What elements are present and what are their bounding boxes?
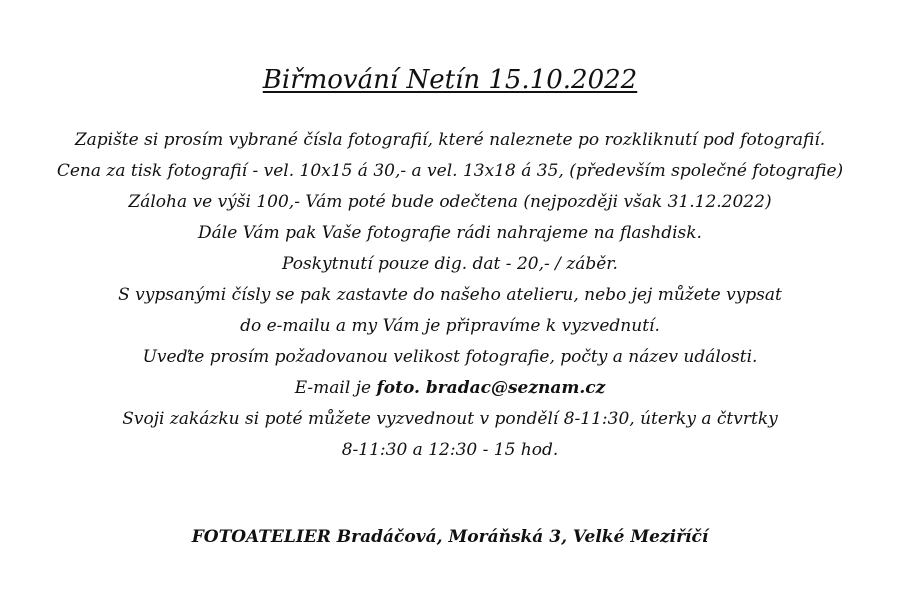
pickup-line-days: Svoji zakázku si poté můžete vyzvednout v pondělí 8-11:30, úterky a čtvrtky xyxy=(122,409,778,429)
info-line-print-price: Cena za tisk fotografií - vel. 10x15 á 30,- a vel. 13x18 á 35, (především společné fotografie) xyxy=(56,161,844,181)
info-line-digital-data: Poskytnutí pouze dig. dat - 20,- / záběr. xyxy=(282,254,618,274)
email-prefix: E-mail je xyxy=(294,378,377,398)
info-line-specify-size: Uveďte prosím požadovanou velikost fotografie, počty a název události. xyxy=(142,347,758,367)
studio-address-footer: FOTOATELIER Bradáčová, Moráňská 3, Velké Meziříčí xyxy=(191,527,709,547)
info-line-visit-atelier: S vypsanými čísly se pak zastavte do našeho atelieru, nebo jej můžete vypsat xyxy=(118,285,782,305)
info-line-email-prepare: do e-mailu a my Vám je připravíme k vyzvednutí. xyxy=(240,316,660,336)
info-line-flashdisk: Dále Vám pak Vaše fotografie rádi nahrajeme na flashdisk. xyxy=(198,223,702,243)
pickup-line-hours: 8-11:30 a 12:30 - 15 hod. xyxy=(341,440,559,460)
page-title-text: Biřmování Netín 15.10.2022 xyxy=(262,65,638,95)
email-line xyxy=(0,373,900,404)
info-line-deposit: Záloha ve výši 100,- Vám poté bude odečtena (nejpozději však 31.12.2022) xyxy=(128,192,772,212)
info-line-select-photos: Zapište si prosím vybrané čísla fotografií, které naleznete po rozkliknutí pod fotografií. xyxy=(74,130,826,150)
page-title xyxy=(0,62,900,98)
email-address: foto. bradac@seznam.cz xyxy=(376,378,606,398)
info-text-block xyxy=(0,125,900,466)
